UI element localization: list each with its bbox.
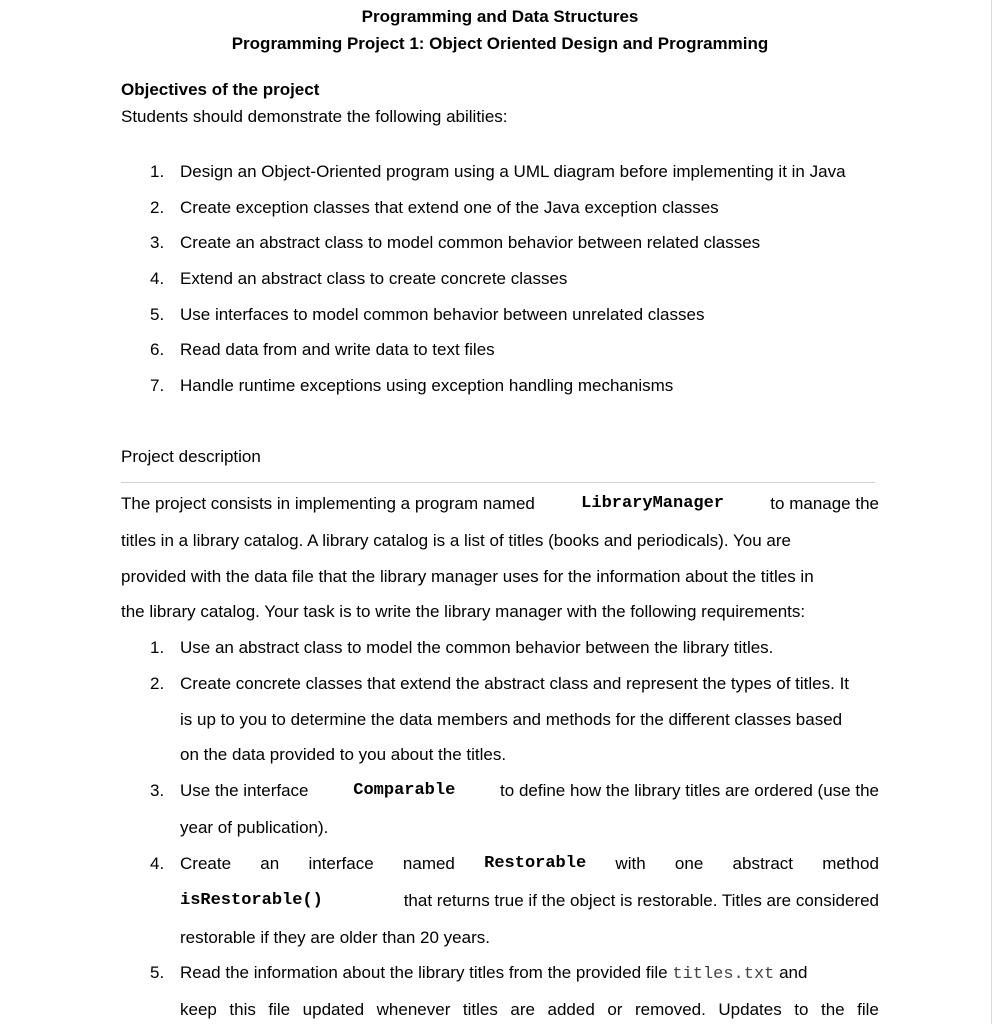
requirement-word: added	[547, 1000, 595, 1019]
objective-item: Create exception classes that extend one of the Java exception classes	[180, 198, 719, 217]
requirement-word: abstract	[732, 854, 794, 873]
requirement-item	[180, 963, 807, 984]
class-name-code: LibraryManager	[581, 494, 724, 513]
requirement-word: with	[615, 854, 646, 873]
requirement-item-continuation: restorable if they are older than 20 years.	[180, 928, 490, 947]
description-paragraph-line	[121, 494, 879, 514]
objective-item: Design an Object-Oriented program using a UML diagram before implementing it in Java	[180, 162, 846, 181]
objective-number: 2.	[150, 198, 165, 217]
requirement-word: file	[857, 1000, 879, 1019]
description-text: The project consists in implementing a program named	[121, 494, 535, 513]
method-name-code: isRestorable()	[180, 891, 323, 910]
objective-item: Use interfaces to model common behavior between unrelated classes	[180, 305, 705, 324]
objective-number: 4.	[150, 269, 165, 288]
requirement-word: updated	[302, 1000, 365, 1019]
objective-item: Read data from and write data to text files	[180, 340, 495, 359]
page-edge-divider	[991, 0, 992, 1024]
requirement-word: the	[820, 1000, 845, 1019]
requirement-item-continuation	[180, 891, 879, 911]
requirement-item-continuation: year of publication).	[180, 818, 329, 837]
requirement-word: removed.	[634, 1000, 706, 1019]
requirement-word: this	[229, 1000, 256, 1019]
objective-item: Create an abstract class to model common behavior between related classes	[180, 233, 761, 252]
objective-number: 5.	[150, 305, 165, 324]
requirement-word: or	[607, 1000, 623, 1019]
requirement-item-continuation: on the data provided to you about the titles.	[180, 745, 507, 764]
requirement-number: 3.	[150, 781, 165, 800]
description-heading: Project description	[121, 447, 261, 466]
requirement-word: Updates	[718, 1000, 782, 1019]
requirement-item	[180, 854, 879, 874]
description-text: to manage the	[770, 494, 879, 513]
requirement-item-continuation: is up to you to determine the data members and methods for the different classes based	[180, 710, 843, 729]
requirement-text: to define how the library titles are ordered (use the	[500, 781, 879, 800]
requirement-text: and	[779, 963, 808, 982]
description-paragraph-line: provided with the data file that the library manager uses for the information about the titles in	[121, 567, 814, 586]
description-paragraph-line: titles in a library catalog. A library catalog is a list of titles (books and periodicals). You are	[121, 531, 791, 550]
requirement-word: are	[510, 1000, 535, 1019]
requirement-word: to	[794, 1000, 809, 1019]
requirement-number: 5.	[150, 963, 165, 982]
course-title: Programming and Data Structures	[361, 7, 639, 26]
requirement-word: titles	[462, 1000, 498, 1019]
objective-item: Handle runtime exceptions using exception handling mechanisms	[180, 376, 674, 395]
requirement-item: Use an abstract class to model the common behavior between the library titles.	[180, 638, 774, 657]
requirement-number: 2.	[150, 674, 165, 693]
interface-name-code: Restorable	[484, 854, 587, 873]
requirement-word: one	[674, 854, 704, 873]
requirement-number: 4.	[150, 854, 165, 873]
requirement-item	[180, 781, 879, 801]
requirement-item-continuation	[180, 1000, 879, 1020]
objectives-heading: Objectives of the project	[121, 80, 320, 99]
requirement-text: that returns true if the object is restorable. Titles are considered	[403, 891, 879, 910]
requirement-item: Create concrete classes that extend the abstract class and represent the types of titles. It	[180, 674, 850, 693]
requirement-word: file	[268, 1000, 291, 1019]
requirement-text: Read the information about the library titles from the provided file	[180, 963, 668, 982]
description-paragraph-line: the library catalog. Your task is to write the library manager with the following requirements:	[121, 602, 806, 621]
objective-number: 1.	[150, 162, 165, 181]
requirement-word: method	[822, 854, 879, 873]
requirement-word: whenever	[376, 1000, 451, 1019]
objective-number: 3.	[150, 233, 165, 252]
requirement-text: Use the interface	[180, 781, 309, 800]
requirement-word: keep	[180, 1000, 217, 1019]
interface-name-code: Comparable	[353, 781, 456, 800]
requirement-number: 1.	[150, 638, 165, 657]
requirement-word: Create	[180, 854, 232, 873]
section-divider	[121, 482, 875, 483]
objective-number: 6.	[150, 340, 165, 359]
requirement-word: an	[260, 854, 280, 873]
requirement-word: named	[402, 854, 455, 873]
requirement-word: interface	[308, 854, 374, 873]
objective-item: Extend an abstract class to create concrete classes	[180, 269, 568, 288]
file-name-code: titles.txt	[672, 965, 775, 984]
objective-number: 7.	[150, 376, 165, 395]
objectives-intro: Students should demonstrate the following abilities:	[121, 107, 508, 126]
project-title: Programming Project 1: Object Oriented Design and Programming	[231, 34, 769, 53]
